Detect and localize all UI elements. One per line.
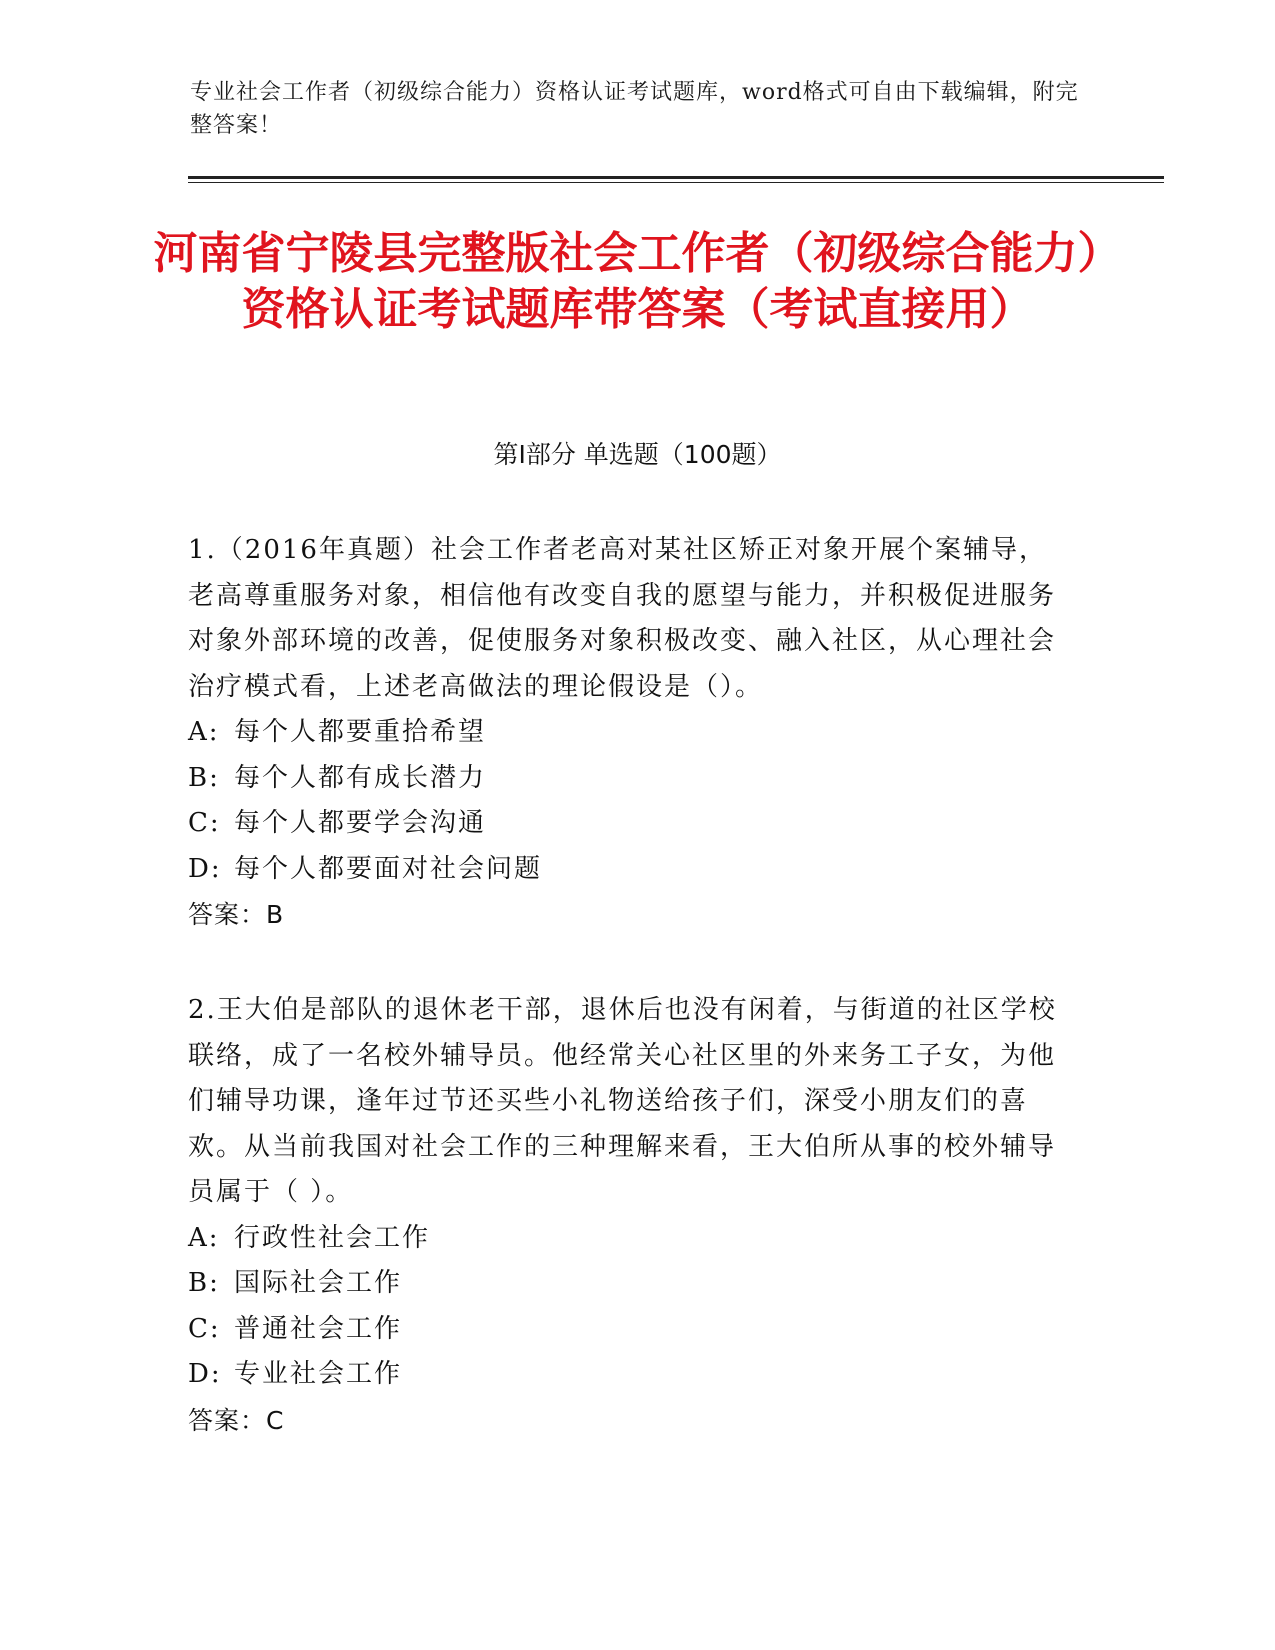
option-d <box>188 847 1068 893</box>
question-2 <box>188 988 1068 1443</box>
option-c <box>188 801 1068 847</box>
answer: 答案：B <box>188 900 285 929</box>
option-key: D: <box>188 853 222 884</box>
option-c <box>188 1307 1068 1353</box>
option-text: 行政性社会工作 <box>234 1222 431 1253</box>
option-key: C: <box>188 1313 221 1344</box>
option-key: B: <box>188 762 220 793</box>
answer: 答案：C <box>188 1405 285 1435</box>
option-key: A: <box>188 1222 220 1253</box>
option-text: 国际社会工作 <box>234 1268 403 1298</box>
option-key: B: <box>188 1268 220 1298</box>
document-title: 河南省宁陵县完整版社会工作者（初级综合能力）资格认证考试题库带答案（考试直接用） <box>153 228 1122 335</box>
option-text: 专业社会工作 <box>234 1359 403 1389</box>
question-1 <box>188 528 1068 937</box>
option-b <box>188 1261 1068 1307</box>
question-stem: 1.（2016年真题）社会工作者老高对某社区矫正对象开展个案辅导，老高尊重服务对象，相信他有改变自我的愿望与能力，并积极促进服务对象外部环境的改善，促使服务对象积极改变、融入社区，从心理社会治疗模式看，上述老高做法的理论假设是（）。 <box>188 535 1057 702</box>
option-key: A: <box>188 717 220 747</box>
option-b <box>188 756 1068 802</box>
option-text: 每个人都有成长潜力 <box>234 762 487 793</box>
section-title: 第Ⅰ部分 单选题（100题） <box>493 440 782 469</box>
option-key: C: <box>188 808 221 838</box>
option-a <box>188 1216 1068 1262</box>
header-divider-thick <box>188 176 1164 179</box>
option-d <box>188 1352 1068 1398</box>
option-text: 每个人都要面对社会问题 <box>234 853 543 884</box>
option-text: 每个人都要学会沟通 <box>234 808 487 838</box>
header-divider-thin <box>188 182 1164 183</box>
option-key: D: <box>188 1359 222 1389</box>
question-stem: 2.王大伯是部队的退休老干部，退休后也没有闲着，与街道的社区学校联络，成了一名校外辅导员。他经常关心社区里的外来务工子女，为他们辅导功课，逢年过节还买些小礼物送给孩子们，深受小朋友们的喜欢。从当前我国对社会工作的三种理解来看，王大伯所从事的校外辅导员属于（ ）。 <box>188 995 1057 1207</box>
header-note: 专业社会工作者（初级综合能力）资格认证考试题库，word格式可自由下载编辑，附完整答案！ <box>190 80 1079 138</box>
option-text: 普通社会工作 <box>234 1313 403 1344</box>
option-a <box>188 710 1068 756</box>
option-text: 每个人都要重拾希望 <box>234 717 487 747</box>
